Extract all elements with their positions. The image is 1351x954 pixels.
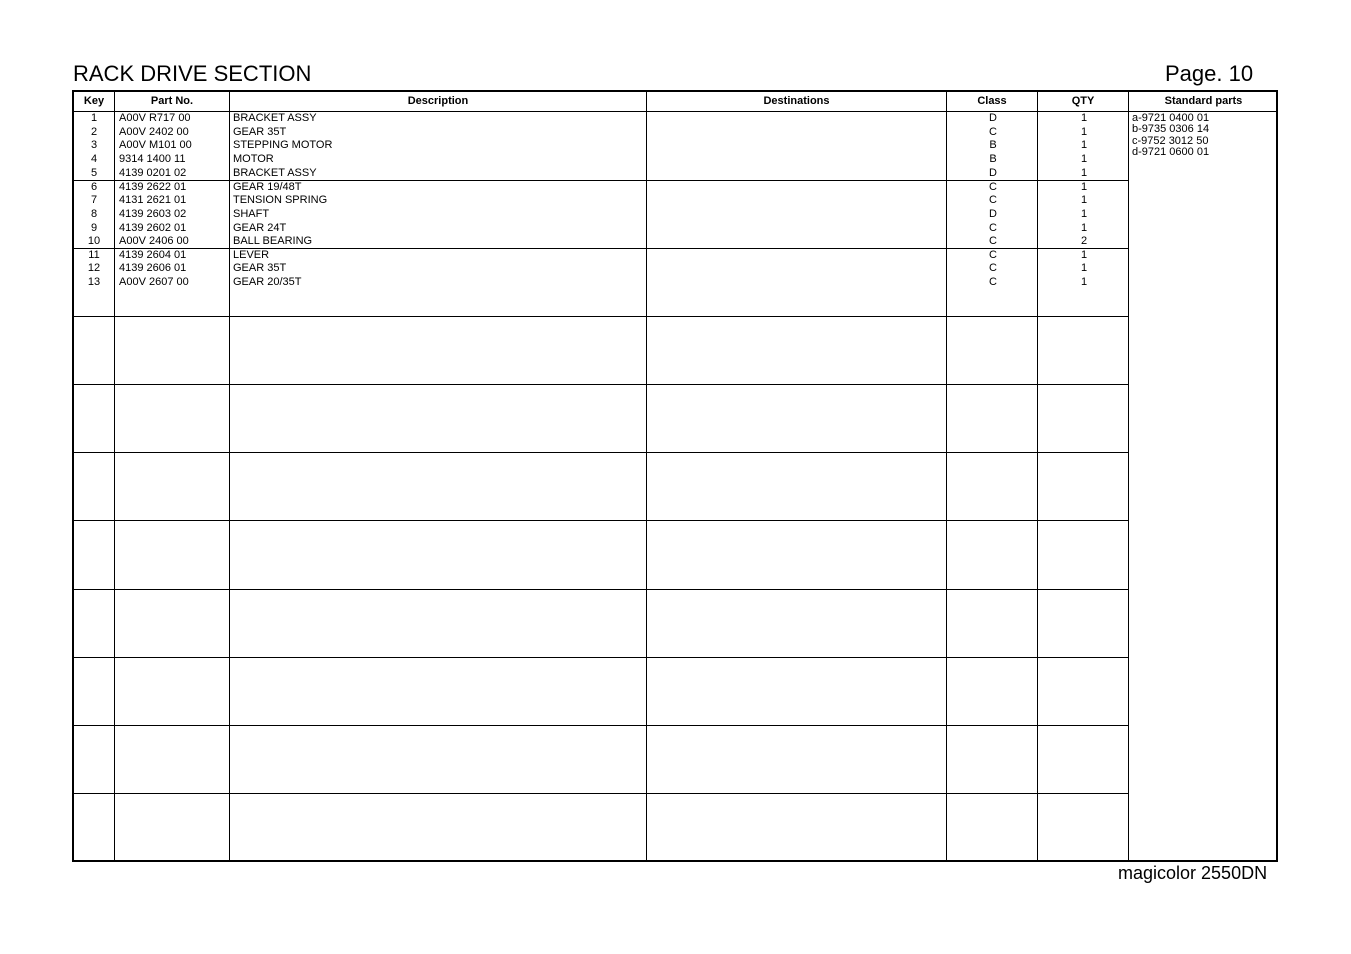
- cell-key: 6: [90, 180, 98, 193]
- cell-class: C: [989, 221, 997, 234]
- cell-part-no: 4139 0201 02: [119, 166, 187, 179]
- cell-description: BRACKET ASSY: [233, 112, 317, 124]
- cell-qty: 1: [1080, 194, 1088, 207]
- parts-table: [72, 90, 1278, 862]
- cell-key: 4: [90, 153, 98, 166]
- cell-description: LEVER: [233, 248, 270, 261]
- cell-part-no: 9314 1400 11: [119, 153, 186, 166]
- section-title: RACK DRIVE SECTION: [73, 61, 312, 86]
- standard-part-item: c-9752 3012 50: [1132, 134, 1209, 147]
- row-group-divider: [74, 316, 1128, 317]
- cell-part-no: 4139 2622 01: [119, 180, 187, 193]
- cell-class: C: [989, 194, 997, 207]
- cell-key: 11: [88, 248, 100, 261]
- table-row: [74, 181, 1128, 195]
- cell-part-no: 4131 2621 01: [119, 194, 187, 207]
- cell-qty: 1: [1080, 153, 1088, 166]
- cell-description: BALL BEARING: [233, 235, 313, 248]
- cell-class: C: [989, 180, 997, 193]
- table-row: [74, 139, 1128, 153]
- cell-class: C: [989, 125, 997, 138]
- column-header-part-no: Part No.: [150, 95, 194, 107]
- cell-class: D: [989, 112, 997, 124]
- cell-qty: 1: [1080, 248, 1088, 261]
- standard-part-item: a-9721 0400 01: [1132, 112, 1210, 124]
- cell-description: GEAR 19/48T: [233, 180, 302, 193]
- cell-qty: 1: [1080, 207, 1088, 220]
- cell-key: 10: [87, 235, 101, 248]
- standard-part-item: b-9735 0306 14: [1132, 123, 1210, 136]
- table-row: [74, 262, 1128, 276]
- standard-parts-list: [1132, 113, 1209, 159]
- cell-key: 5: [90, 166, 98, 179]
- cell-description: GEAR 24T: [233, 221, 287, 234]
- table-row: [74, 112, 1128, 126]
- cell-class: D: [989, 166, 997, 179]
- cell-key: 12: [87, 262, 101, 275]
- column-header-destinations: Destinations: [763, 95, 830, 107]
- row-group-divider: [74, 793, 1128, 794]
- cell-qty: 1: [1080, 180, 1088, 193]
- row-group-divider: [74, 520, 1128, 521]
- cell-qty: 1: [1080, 275, 1088, 288]
- cell-qty: 1: [1080, 139, 1088, 152]
- row-group-divider: [74, 657, 1128, 658]
- table-row: [74, 276, 1128, 290]
- table-row: [74, 249, 1128, 263]
- cell-qty: 1: [1080, 262, 1088, 275]
- cell-description: GEAR 35T: [233, 125, 287, 138]
- cell-part-no: A00V 2406 00: [119, 235, 189, 248]
- cell-key: 9: [90, 221, 98, 234]
- cell-key: 2: [90, 125, 98, 138]
- table-row: [74, 126, 1128, 140]
- cell-part-no: 4139 2606 01: [119, 262, 187, 275]
- row-group-divider: [74, 452, 1128, 453]
- row-group-divider: [74, 589, 1128, 590]
- standard-part-item: d-9721 0600 01: [1132, 146, 1210, 159]
- cell-class: B: [989, 153, 997, 166]
- cell-class: D: [989, 207, 997, 220]
- cell-description: SHAFT: [233, 207, 270, 220]
- page-number: Page. 10: [1165, 61, 1254, 86]
- cell-description: BRACKET ASSY: [233, 166, 317, 179]
- cell-class: C: [989, 248, 997, 261]
- cell-qty: 1: [1080, 221, 1088, 234]
- cell-part-no: A00V R717 00: [119, 112, 191, 124]
- cell-qty: 1: [1080, 166, 1088, 179]
- table-row: [74, 167, 1128, 181]
- cell-description: TENSION SPRING: [233, 194, 328, 207]
- cell-key: 7: [90, 194, 98, 207]
- cell-description: GEAR 20/35T: [233, 275, 302, 288]
- cell-key: 1: [90, 112, 98, 124]
- cell-part-no: A00V M101 00: [119, 139, 192, 152]
- cell-part-no: 4139 2603 02: [119, 207, 187, 220]
- cell-class: C: [989, 275, 997, 288]
- model-name: magicolor 2550DN: [1118, 863, 1268, 883]
- cell-class: C: [989, 262, 997, 275]
- cell-class: B: [989, 139, 997, 152]
- cell-part-no: A00V 2607 00: [119, 275, 189, 288]
- cell-part-no: 4139 2602 01: [119, 221, 187, 234]
- cell-qty: 2: [1080, 235, 1088, 248]
- cell-description: MOTOR: [233, 153, 274, 166]
- cell-key: 8: [90, 207, 98, 220]
- table-row: [74, 222, 1128, 236]
- cell-description: GEAR 35T: [233, 262, 287, 275]
- cell-qty: 1: [1080, 125, 1088, 138]
- column-header-key: Key: [83, 95, 105, 107]
- cell-class: C: [989, 235, 997, 248]
- table-row: [74, 153, 1128, 167]
- table-row: [74, 235, 1128, 249]
- column-header-class: Class: [977, 95, 1007, 107]
- column-header-standard-parts: Standard parts: [1164, 95, 1243, 107]
- cell-part-no: 4139 2604 01: [119, 248, 187, 261]
- cell-description: STEPPING MOTOR: [233, 139, 333, 152]
- table-row: [74, 194, 1128, 208]
- cell-qty: 1: [1080, 112, 1088, 124]
- column-header-description: Description: [407, 95, 469, 107]
- table-row: [74, 208, 1128, 222]
- row-group-divider: [74, 725, 1128, 726]
- row-group-divider: [74, 384, 1128, 385]
- cell-key: 3: [90, 139, 98, 152]
- column-header-qty: QTY: [1071, 95, 1095, 107]
- cell-part-no: A00V 2402 00: [119, 125, 189, 138]
- cell-key: 13: [87, 275, 101, 288]
